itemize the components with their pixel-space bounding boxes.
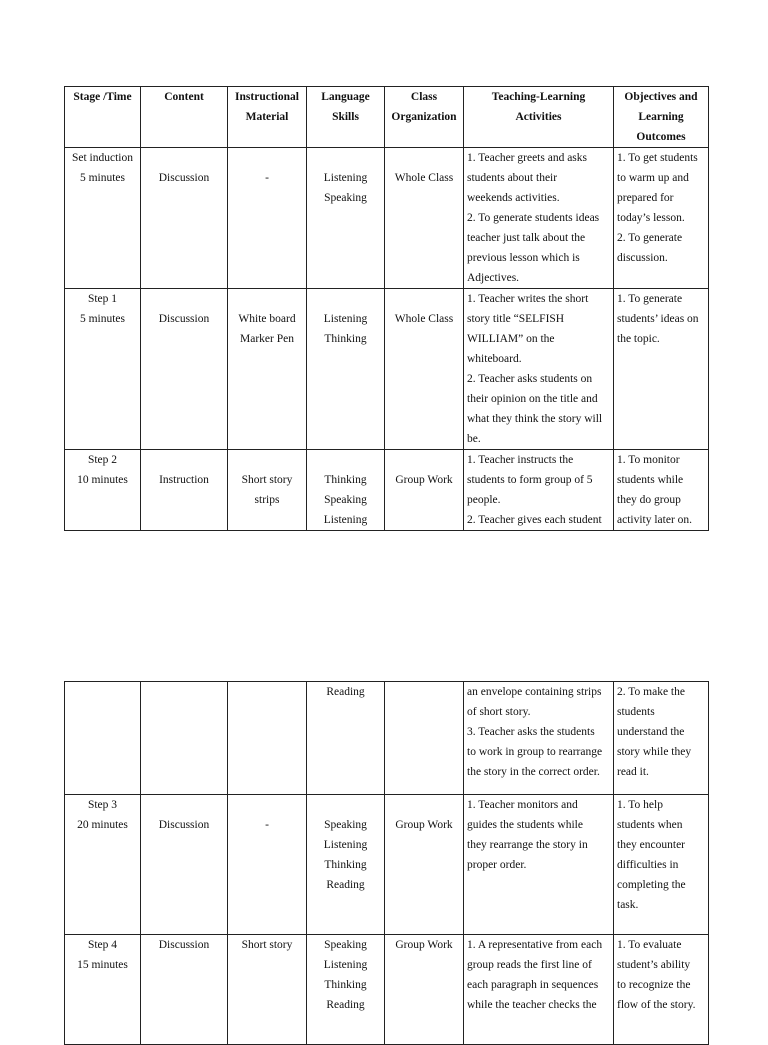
cell-instructional-material (228, 289, 307, 450)
cell-line (310, 795, 381, 815)
cell-line: Thinking (324, 859, 367, 871)
cell-line: group reads the first line of (467, 959, 592, 971)
cell-content (141, 148, 228, 289)
cell-line: Organization (391, 111, 457, 123)
cell-line: students’ ideas on (617, 313, 699, 325)
cell-line (231, 795, 303, 815)
cell-line (388, 289, 460, 309)
cell-line: - (265, 172, 269, 184)
cell-instructional-material (228, 935, 307, 1045)
cell-class-organization (385, 682, 464, 795)
cell-language-skills (307, 795, 385, 935)
cell-line: 1. Teacher instructs the (467, 454, 574, 466)
cell-line: Set induction (71, 152, 133, 164)
cell-line: be. (467, 433, 481, 445)
cell-line: students (617, 706, 655, 718)
cell-line: 20 minutes (77, 819, 128, 831)
cell-line: an envelope containing strips (467, 686, 602, 698)
cell-line: understand the (617, 726, 685, 738)
table-row (65, 682, 709, 795)
cell-line: 2. Teacher asks students on (467, 373, 593, 385)
cell-line: activity later on. (617, 514, 693, 526)
cell-teaching-learning-activities (464, 682, 614, 795)
table-row (65, 795, 709, 935)
cell-line: Step 3 (87, 799, 118, 811)
cell-line: teacher just talk about the (467, 232, 586, 244)
cell-line: Short story (241, 939, 293, 951)
cell-line: Material (245, 111, 289, 123)
cell-objectives-outcomes (614, 450, 709, 531)
cell-content (141, 795, 228, 935)
cell-line: strips (254, 494, 280, 506)
header-instructional-material (228, 87, 307, 148)
cell-line: proper order. (467, 859, 527, 871)
cell-line: their opinion on the title and (467, 393, 598, 405)
cell-line (231, 289, 303, 309)
cell-line: they do group (617, 494, 681, 506)
cell-line: Discussion (158, 819, 210, 831)
cell-teaching-learning-activities (464, 935, 614, 1045)
cell-line: Speaking (324, 192, 367, 204)
cell-objectives-outcomes (614, 795, 709, 935)
cell-teaching-learning-activities (464, 795, 614, 935)
cell-line: 2. To generate students ideas (467, 212, 600, 224)
cell-line: Whole Class (394, 313, 454, 325)
cell-line: student’s ability (617, 959, 691, 971)
cell-line: Listening (323, 172, 368, 184)
cell-line: Step 4 (87, 939, 118, 951)
cell-line: 1. To monitor (617, 454, 680, 466)
cell-instructional-material (228, 450, 307, 531)
cell-line: Group Work (395, 474, 453, 486)
cell-line: Content (164, 91, 204, 103)
cell-class-organization (385, 289, 464, 450)
cell-line: Thinking (324, 333, 367, 345)
cell-line: Short story (241, 474, 293, 486)
cell-teaching-learning-activities (464, 148, 614, 289)
cell-objectives-outcomes (614, 935, 709, 1045)
header-objectives-outcomes (614, 87, 709, 148)
cell-line (310, 148, 381, 168)
cell-line: Thinking (324, 979, 367, 991)
cell-line: weekends activities. (467, 192, 560, 204)
cell-line: 5 minutes (79, 313, 126, 325)
cell-line: 1. To evaluate (617, 939, 682, 951)
cell-line (144, 289, 224, 309)
cell-line (144, 450, 224, 470)
cell-line: students to form group of 5 (467, 474, 593, 486)
cell-line: Outcomes (636, 131, 686, 143)
cell-line: 1. Teacher greets and asks (467, 152, 588, 164)
cell-line: Skills (332, 111, 359, 123)
cell-line (310, 289, 381, 309)
cell-instructional-material (228, 148, 307, 289)
cell-line: Learning (638, 111, 684, 123)
cell-stage-time (65, 795, 141, 935)
cell-objectives-outcomes (614, 148, 709, 289)
cell-line: students about their (467, 172, 558, 184)
cell-line: Reading (326, 879, 365, 891)
cell-line: they encounter (617, 839, 686, 851)
cell-line: difficulties in (617, 859, 679, 871)
cell-line: they rearrange the story in (467, 839, 588, 851)
table-row (65, 935, 709, 1045)
cell-line: 1. To help (617, 799, 663, 811)
cell-line: Teaching-Learning (491, 91, 586, 103)
cell-line: Step 2 (87, 454, 118, 466)
cell-line: 1. To generate (617, 293, 683, 305)
cell-line: what they think the story will (467, 413, 603, 425)
cell-line: Discussion (158, 172, 210, 184)
cell-line: 2. To make the (617, 686, 685, 698)
cell-line: to warm up and (617, 172, 689, 184)
cell-line: the story in the correct order. (467, 766, 600, 778)
cell-objectives-outcomes (614, 682, 709, 795)
cell-line: of short story. (467, 706, 531, 718)
cell-line: Class (410, 91, 438, 103)
cell-line: Group Work (395, 819, 453, 831)
cell-line: 1. Teacher writes the short (467, 293, 589, 305)
table-header-row (65, 87, 709, 148)
cell-language-skills (307, 935, 385, 1045)
cell-line: Step 1 (87, 293, 118, 305)
cell-line (310, 450, 381, 470)
cell-objectives-outcomes (614, 289, 709, 450)
cell-line: Reading (326, 999, 365, 1011)
cell-class-organization (385, 935, 464, 1045)
lesson-plan-table-page2 (64, 681, 709, 1045)
cell-line: - (265, 819, 269, 831)
cell-language-skills (307, 289, 385, 450)
cell-line: Language (321, 91, 370, 103)
cell-content (141, 289, 228, 450)
cell-content (141, 935, 228, 1045)
cell-line: 3. Teacher asks the students (467, 726, 595, 738)
cell-line (231, 450, 303, 470)
cell-instructional-material (228, 795, 307, 935)
cell-line: 10 minutes (77, 474, 128, 486)
cell-line: students while (617, 474, 684, 486)
cell-line (388, 795, 460, 815)
cell-line: Listening (323, 313, 368, 325)
cell-line: whiteboard. (467, 353, 522, 365)
cell-line (231, 682, 303, 702)
cell-line: today’s lesson. (617, 212, 685, 224)
cell-line (388, 148, 460, 168)
cell-line: Activities (515, 111, 562, 123)
cell-line: Thinking (324, 474, 367, 486)
cell-line: Listening (323, 959, 368, 971)
cell-line: to recognize the (617, 979, 691, 991)
cell-line (144, 148, 224, 168)
cell-line (388, 682, 460, 702)
cell-line: Discussion (158, 313, 210, 325)
cell-line: Speaking (324, 819, 367, 831)
cell-line: to work in group to rearrange (467, 746, 603, 758)
table-row (65, 148, 709, 289)
lesson-plan-table-page1 (64, 86, 709, 531)
cell-stage-time (65, 289, 141, 450)
cell-line: Group Work (395, 939, 453, 951)
cell-line: previous lesson which is (467, 252, 580, 264)
cell-line: story while they (617, 746, 692, 758)
cell-line: Instructional (235, 91, 299, 103)
cell-line: Adjectives. (467, 272, 520, 284)
cell-line: guides the students while (467, 819, 583, 831)
cell-line: Instruction (159, 474, 209, 486)
header-class-organization (385, 87, 464, 148)
cell-stage-time (65, 935, 141, 1045)
cell-line (231, 148, 303, 168)
cell-line: Listening (323, 839, 368, 851)
cell-class-organization (385, 148, 464, 289)
header-content (141, 87, 228, 148)
header-stage-time (65, 87, 141, 148)
cell-line: Reading (326, 686, 365, 698)
cell-stage-time (65, 450, 141, 531)
cell-class-organization (385, 795, 464, 935)
cell-line: task. (617, 899, 639, 911)
cell-line (144, 682, 224, 702)
cell-line: people. (467, 494, 501, 506)
cell-line: Marker Pen (240, 333, 294, 345)
cell-line: the topic. (617, 333, 660, 345)
cell-class-organization (385, 450, 464, 531)
table-row (65, 289, 709, 450)
cell-line: 5 minutes (79, 172, 126, 184)
cell-line: while the teacher checks the (467, 999, 597, 1011)
cell-line (388, 450, 460, 470)
cell-line: Speaking (324, 939, 367, 951)
cell-content (141, 450, 228, 531)
cell-stage-time (65, 148, 141, 289)
cell-line: each paragraph in sequences (467, 979, 599, 991)
cell-line: Listening (323, 514, 368, 526)
cell-line (144, 795, 224, 815)
cell-line: prepared for (617, 192, 674, 204)
cell-line: read it. (617, 766, 649, 778)
cell-line: discussion. (617, 252, 668, 264)
cell-language-skills (307, 682, 385, 795)
cell-language-skills (307, 148, 385, 289)
cell-line: Discussion (158, 939, 210, 951)
table-row (65, 450, 709, 531)
cell-line: flow of the story. (617, 999, 696, 1011)
cell-language-skills (307, 450, 385, 531)
cell-line: 2. To generate (617, 232, 683, 244)
cell-line: students when (617, 819, 683, 831)
cell-line: Speaking (324, 494, 367, 506)
cell-line: WILLIAM” on the (467, 333, 555, 345)
cell-instructional-material (228, 682, 307, 795)
cell-line: completing the (617, 879, 686, 891)
cell-line: White board (238, 313, 296, 325)
header-language-skills (307, 87, 385, 148)
cell-line (68, 682, 137, 702)
cell-line: Stage /Time (73, 91, 132, 103)
cell-teaching-learning-activities (464, 289, 614, 450)
cell-line: 1. Teacher monitors and (467, 799, 578, 811)
cell-line: Whole Class (394, 172, 454, 184)
cell-stage-time (65, 682, 141, 795)
cell-teaching-learning-activities (464, 450, 614, 531)
header-teaching-learning-activities (464, 87, 614, 148)
cell-line: story title “SELFISH (467, 313, 565, 325)
cell-line: 1. To get students (617, 152, 698, 164)
cell-line: 15 minutes (77, 959, 128, 971)
cell-line: Objectives and (624, 91, 698, 103)
cell-line: 1. A representative from each (467, 939, 603, 951)
cell-line: 2. Teacher gives each student (467, 514, 602, 526)
cell-content (141, 682, 228, 795)
